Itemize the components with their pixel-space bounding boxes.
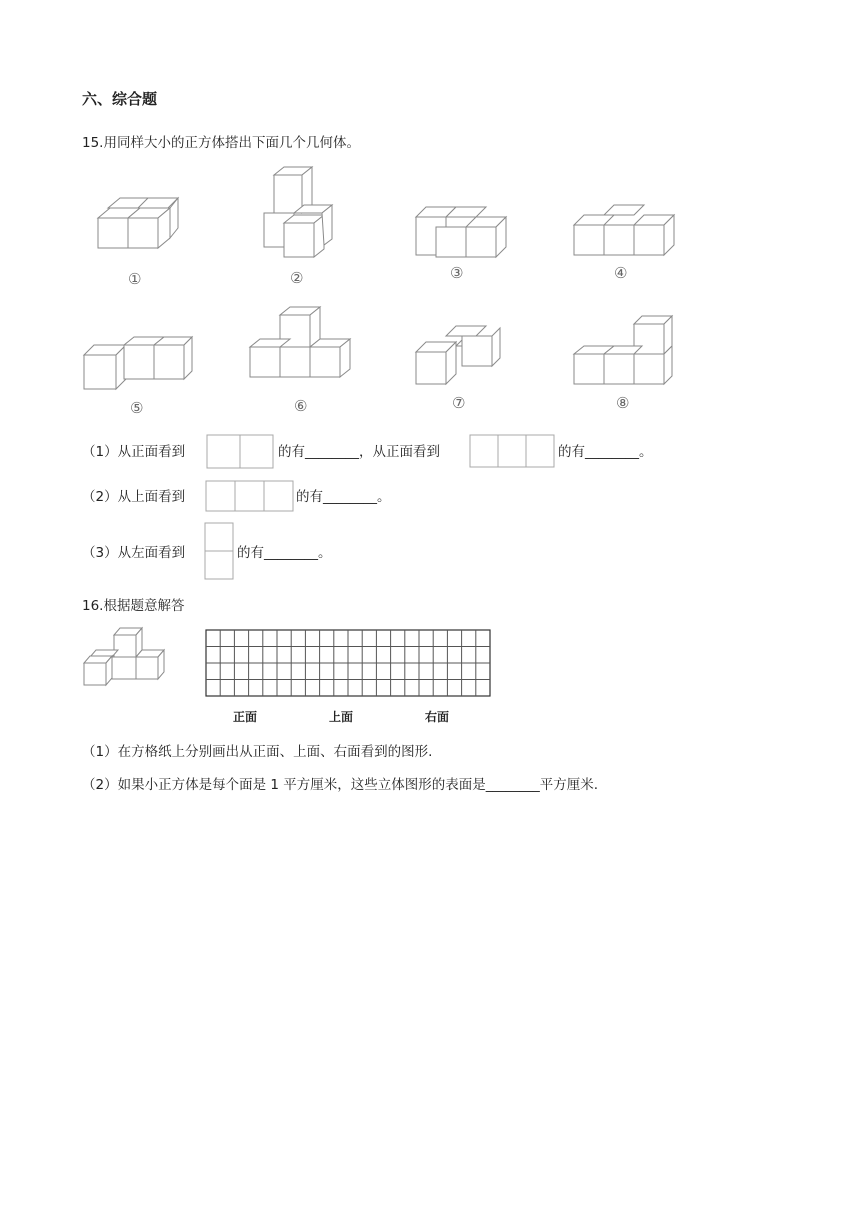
figure-3-label: ③ — [450, 264, 464, 282]
figure-2 — [260, 165, 370, 295]
q16-sub1: （1）在方格纸上分别画出从正面、上面、右面看到的图形. — [82, 744, 433, 760]
figure-8 — [572, 312, 682, 417]
grid-label-top: 上面 — [329, 710, 354, 724]
q15-sub1-mid2: 的有________。 — [558, 444, 653, 460]
q15-sub2-suffix: 的有________。 — [296, 489, 391, 505]
figure-1-label: ① — [128, 270, 142, 288]
view-three-squares-top — [205, 480, 295, 514]
figure-6 — [250, 305, 360, 420]
figure-5 — [80, 325, 200, 420]
view-two-squares — [206, 434, 276, 470]
q15-sub1-mid1: 的有________，从正面看到 — [278, 444, 440, 460]
q15-sub1-prefix: （1）从正面看到 — [82, 444, 186, 460]
q16-sub2: （2）如果小正方体是每个面是 1 平方厘米，这些立体图形的表面是________平方厘米. — [82, 777, 599, 793]
figure-2-label: ② — [290, 269, 304, 287]
figure-7 — [412, 322, 522, 417]
q15-sub3-prefix: （3）从左面看到 — [82, 545, 186, 561]
grid-label-front: 正面 — [233, 710, 258, 724]
grid-label-right: 右面 — [425, 710, 450, 724]
figure-5-label: ⑤ — [130, 399, 144, 417]
q15-sub3-suffix: 的有________。 — [237, 545, 332, 561]
q16-solid-figure — [82, 625, 172, 690]
figure-1 — [90, 160, 200, 290]
figure-4-label: ④ — [614, 264, 628, 282]
q15-stem: 15.用同样大小的正方体搭出下面几个几何体。 — [82, 135, 360, 151]
view-three-squares-front — [469, 434, 557, 470]
section-title: 六、综合题 — [82, 90, 158, 108]
q16-stem: 16.根据题意解答 — [82, 598, 185, 614]
figure-8-label: ⑧ — [616, 394, 630, 412]
grid-paper[interactable] — [205, 629, 493, 699]
figure-7-label: ⑦ — [452, 394, 466, 412]
figure-4 — [570, 195, 680, 295]
grid-lines — [206, 630, 490, 696]
grid-labels — [205, 704, 493, 728]
view-two-stacked-squares — [204, 522, 236, 582]
q15-sub2-prefix: （2）从上面看到 — [82, 489, 186, 505]
figure-6-label: ⑥ — [294, 397, 308, 415]
figure-3 — [412, 195, 522, 295]
